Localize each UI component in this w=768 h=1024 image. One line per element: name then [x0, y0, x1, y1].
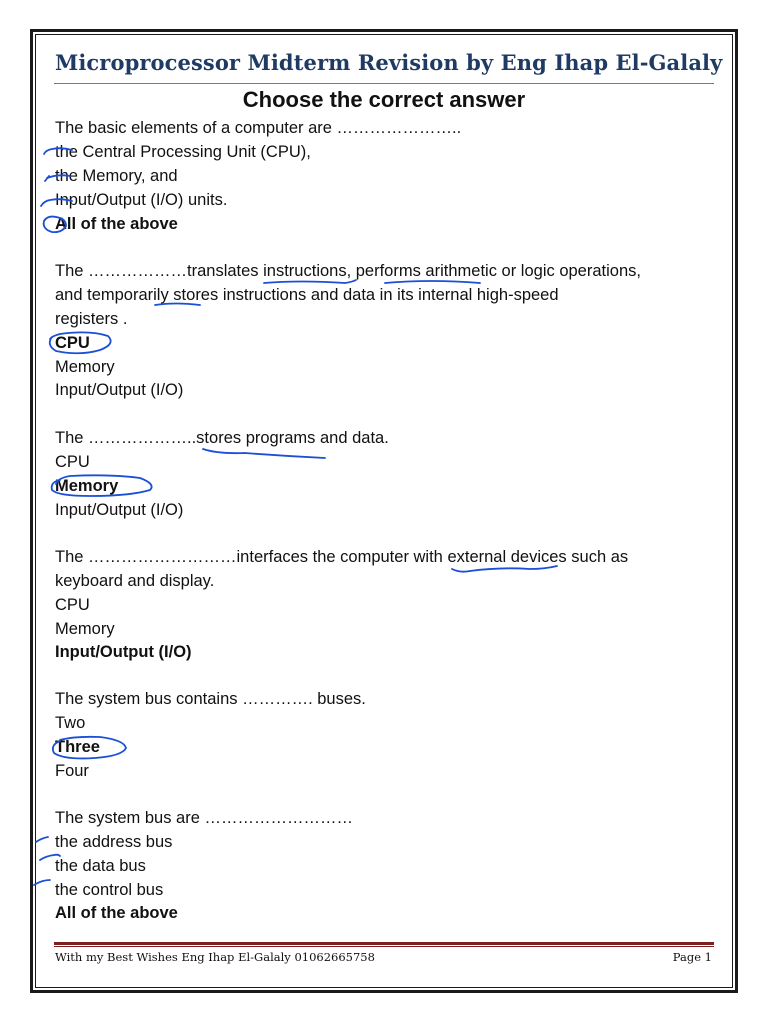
footer-divider: [54, 942, 714, 945]
question-4-option-1: CPU: [55, 596, 90, 614]
question-4-stem-line-2: keyboard and display.: [55, 572, 215, 590]
question-2-stem-line-3: registers .: [55, 310, 128, 328]
question-6-option-2: the data bus: [55, 857, 146, 875]
question-2-stem-line-2: and temporarily stores instructions and data in its internal high-speed: [55, 286, 559, 304]
question-1-option-3: Input/Output (I/O) units.: [55, 191, 228, 209]
question-5-option-1: Two: [55, 714, 86, 732]
question-2-answer: CPU: [55, 334, 90, 352]
page-number: Page 1: [672, 950, 712, 964]
question-6-option-1: the address bus: [55, 833, 173, 851]
question-3-stem: The ………………..stores programs and data.: [55, 429, 389, 447]
section-heading: Choose the correct answer: [242, 87, 526, 112]
document-title: Microprocessor Midterm Revision by Eng Ihap El-Galaly: [55, 50, 723, 75]
question-3-option-1: CPU: [55, 453, 90, 471]
question-3-option-3: Input/Output (I/O): [55, 501, 184, 519]
question-1-option-1: the Central Processing Unit (CPU),: [55, 143, 311, 161]
question-4-stem-line-1: The ………………………interfaces the computer with external devices such as: [55, 548, 629, 566]
header-divider: [54, 83, 714, 84]
question-5-stem: The system bus contains …………. buses.: [55, 690, 366, 708]
question-6-answer: All of the above: [55, 904, 178, 922]
footer-divider-thin: [54, 946, 714, 947]
question-6-stem: The system bus are ………………………: [55, 809, 353, 827]
question-4-option-2: Memory: [55, 620, 115, 638]
footer-signature: With my Best Wishes Eng Ihap El-Galaly 01062665758: [55, 950, 375, 964]
question-5-option-3: Four: [55, 762, 89, 780]
question-2-option-2: Memory: [55, 358, 115, 376]
question-1-stem: The basic elements of a computer are …………………..: [55, 119, 462, 137]
question-1-answer: All of the above: [55, 215, 178, 233]
question-4-answer: Input/Output (I/O): [55, 643, 192, 661]
question-2-stem-line-1: The ………………translates instructions, performs arithmetic or logic operations,: [55, 262, 641, 280]
question-3-answer: Memory: [55, 477, 119, 495]
question-6-option-3: the control bus: [55, 881, 164, 899]
question-2-option-3: Input/Output (I/O): [55, 381, 184, 399]
question-5-answer: Three: [55, 738, 100, 756]
question-1-option-2: the Memory, and: [55, 167, 178, 185]
